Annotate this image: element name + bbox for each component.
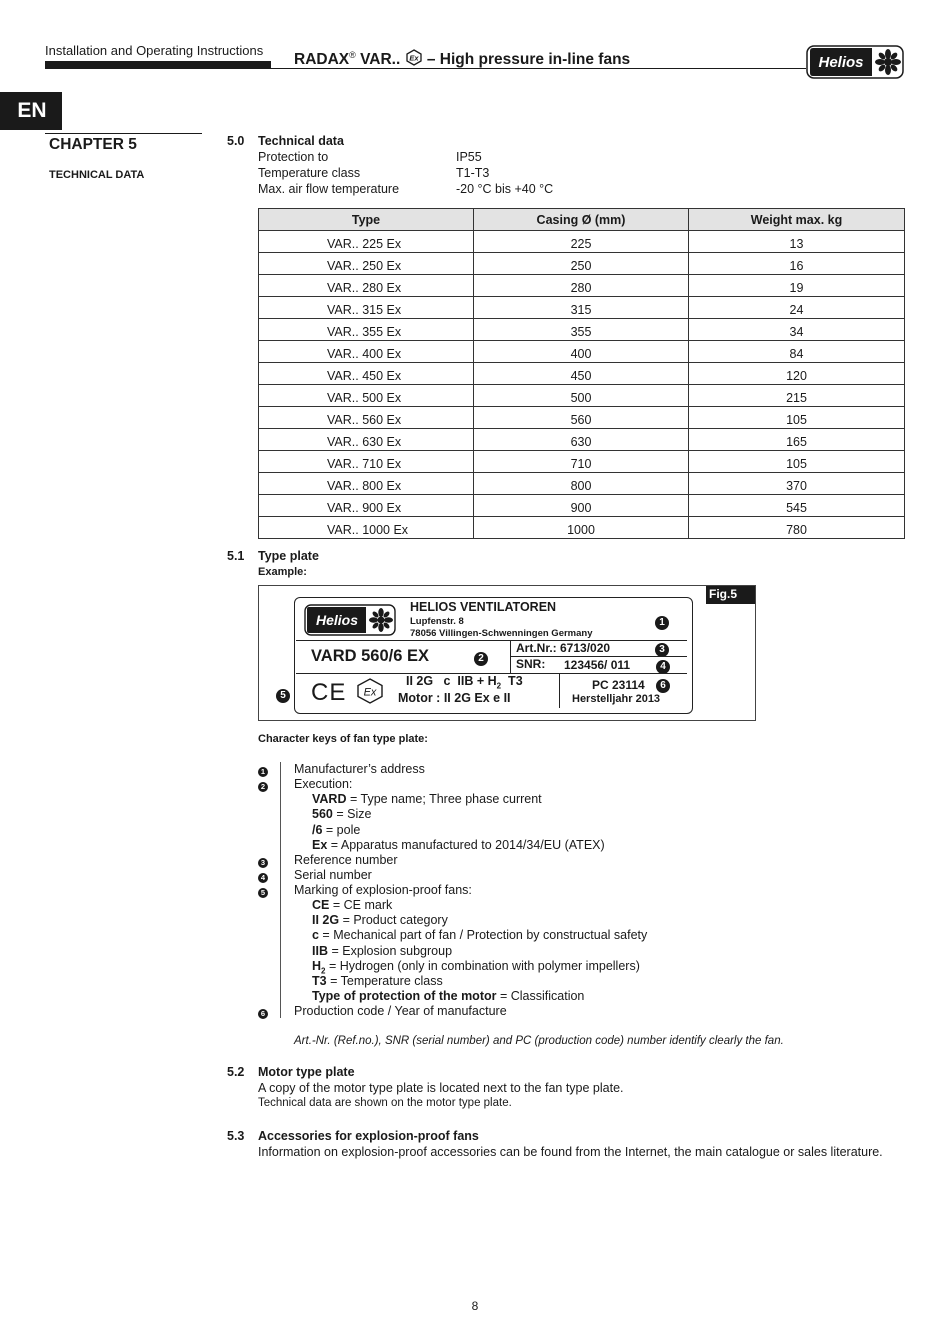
callout-number: 2 <box>474 652 488 666</box>
marking-text: T3 <box>501 674 523 688</box>
callout-6 <box>656 677 670 693</box>
technical-data-table <box>258 208 905 539</box>
casing-cell: 280 <box>474 275 689 297</box>
casing-cell: 250 <box>474 253 689 275</box>
callout-number: 1 <box>655 616 669 630</box>
marking-sub: 2 <box>496 681 502 691</box>
weight-cell: 34 <box>689 319 905 341</box>
section-number: 5.2 <box>227 1065 245 1079</box>
weight-cell: 84 <box>689 341 905 363</box>
plate-city: 78056 Villingen-Schwenningen Germany <box>410 628 593 639</box>
table-row <box>259 341 905 363</box>
header-bar <box>45 61 271 69</box>
key-number: 3 <box>258 858 268 868</box>
key-desc: = Size <box>332 807 372 821</box>
key-term: IIB <box>312 944 328 958</box>
doc-title <box>294 49 630 71</box>
plate-art-nr: Art.Nr.: 6713/020 <box>516 641 611 655</box>
weight-cell: 105 <box>689 451 905 473</box>
key-number: 5 <box>258 888 268 898</box>
column-header: Weight max. kg <box>689 209 905 231</box>
key-number: 2 <box>258 782 268 792</box>
key-desc: = Type name; Three phase current <box>346 792 542 806</box>
key-text: Execution: <box>294 777 353 791</box>
table-row <box>259 429 905 451</box>
casing-cell: 1000 <box>474 517 689 539</box>
title-prefix: RADAX <box>294 51 350 68</box>
callout-number: 4 <box>656 660 670 674</box>
spec-value: -20 °C bis +40 °C <box>456 182 554 196</box>
language-tab: EN <box>0 92 62 130</box>
chapter-title: CHAPTER 5 <box>49 136 137 153</box>
key-desc: = CE mark <box>329 898 393 912</box>
type-cell: VAR.. 225 Ex <box>259 231 474 253</box>
weight-cell: 165 <box>689 429 905 451</box>
casing-cell: 900 <box>474 495 689 517</box>
table-row <box>259 319 905 341</box>
spec-value: IP55 <box>456 150 482 164</box>
title-mid: VAR.. <box>355 51 405 68</box>
page-number: 8 <box>471 1299 479 1313</box>
section-number: 5.3 <box>227 1129 245 1143</box>
key-term: 560 <box>312 807 333 821</box>
weight-cell: 780 <box>689 517 905 539</box>
type-cell: VAR.. 400 Ex <box>259 341 474 363</box>
type-cell: VAR.. 800 Ex <box>259 473 474 495</box>
callout-number: 5 <box>276 689 290 703</box>
key-desc: = Apparatus manufactured to 2014/34/EU (ATEX) <box>327 838 605 852</box>
casing-cell: 450 <box>474 363 689 385</box>
key-number: 1 <box>258 767 268 777</box>
key-text: Reference number <box>294 853 398 867</box>
plate-company: HELIOS VENTILATOREN <box>410 600 557 614</box>
callout-2 <box>474 650 488 666</box>
table-row <box>259 363 905 385</box>
spec-label: Max. air flow temperature <box>258 182 400 196</box>
doc-type-label: Installation and Operating Instructions <box>45 43 264 58</box>
callout-3 <box>655 641 669 657</box>
key-term: H <box>312 959 322 973</box>
plate-year: Herstelljahr 2013 <box>572 693 661 705</box>
table-row <box>259 297 905 319</box>
key-term: Type of protection of the motor <box>312 989 497 1003</box>
plate-model: VARD 560/6 EX <box>311 647 429 665</box>
casing-cell: 560 <box>474 407 689 429</box>
spec-value: T1-T3 <box>456 166 490 180</box>
paragraph: A copy of the motor type plate is located next to the fan type plate. <box>258 1081 624 1095</box>
casing-cell: 400 <box>474 341 689 363</box>
type-cell: VAR.. 450 Ex <box>259 363 474 385</box>
table-row <box>259 451 905 473</box>
table-row <box>259 407 905 429</box>
key-number: 4 <box>258 873 268 883</box>
key-number: 6 <box>258 1009 268 1019</box>
example-label: Example: <box>258 566 307 578</box>
key-term: CE <box>312 898 330 912</box>
helios-logo <box>806 45 904 79</box>
svg-text:Ex: Ex <box>408 53 419 63</box>
type-cell: VAR.. 500 Ex <box>259 385 474 407</box>
key-term: II 2G <box>312 913 340 927</box>
table-row <box>259 385 905 407</box>
key-term: T3 <box>312 974 327 988</box>
weight-cell: 120 <box>689 363 905 385</box>
plate-pc: PC 23114 <box>592 678 645 692</box>
keys-title: Character keys of fan type plate: <box>258 733 428 745</box>
ex-hexagon-icon <box>356 678 384 707</box>
callout-number: 3 <box>655 643 669 657</box>
chapter-rule <box>45 133 202 134</box>
key-term: Ex <box>312 838 328 852</box>
table-row <box>259 517 905 539</box>
casing-cell: 355 <box>474 319 689 341</box>
title-suffix: – High pressure in-line fans <box>422 51 631 68</box>
spec-row <box>258 182 658 196</box>
spec-label: Protection to <box>258 150 329 164</box>
type-cell: VAR.. 560 Ex <box>259 407 474 429</box>
plate-street: Lupfenstr. 8 <box>410 616 464 627</box>
spec-row <box>258 150 658 164</box>
type-cell: VAR.. 280 Ex <box>259 275 474 297</box>
key-text: Serial number <box>294 868 372 882</box>
ex-hexagon-icon <box>405 49 423 71</box>
plate-rule <box>559 674 560 708</box>
figure-label: Fig.5 <box>706 586 755 604</box>
column-header: Type <box>259 209 474 231</box>
weight-cell: 24 <box>689 297 905 319</box>
table-row <box>259 253 905 275</box>
section-title: Accessories for explosion-proof fans <box>258 1129 479 1143</box>
key-text: Manufacturer’s address <box>294 762 425 776</box>
chapter-subtitle: TECHNICAL DATA <box>49 169 145 181</box>
type-cell: VAR.. 250 Ex <box>259 253 474 275</box>
title-reg: ® <box>349 49 356 60</box>
paragraph: Information on explosion-proof accessories can be found from the Internet, the main catalogue or sales literature. <box>258 1145 883 1159</box>
type-cell: VAR.. 315 Ex <box>259 297 474 319</box>
svg-text:Ex: Ex <box>363 686 377 699</box>
weight-cell: 16 <box>689 253 905 275</box>
type-cell: VAR.. 900 Ex <box>259 495 474 517</box>
callout-5 <box>276 687 290 703</box>
weight-cell: 105 <box>689 407 905 429</box>
section-title: Motor type plate <box>258 1065 355 1079</box>
key-desc: = Explosion subgroup <box>327 944 453 958</box>
key-text: Marking of explosion-proof fans: <box>294 883 472 897</box>
weight-cell: 215 <box>689 385 905 407</box>
weight-cell: 545 <box>689 495 905 517</box>
paragraph: Technical data are shown on the motor type plate. <box>258 1097 512 1109</box>
table-row <box>259 473 905 495</box>
casing-cell: 630 <box>474 429 689 451</box>
casing-cell: 500 <box>474 385 689 407</box>
ce-mark: CE <box>311 679 347 706</box>
type-cell: VAR.. 630 Ex <box>259 429 474 451</box>
weight-cell: 13 <box>689 231 905 253</box>
svg-text:Helios: Helios <box>818 54 864 71</box>
key-term: /6 <box>312 823 323 837</box>
casing-cell: 800 <box>474 473 689 495</box>
key-desc: = Mechanical part of fan / Protection by constructual safety <box>318 928 648 942</box>
key-term: c <box>312 928 319 942</box>
spec-row <box>258 166 658 180</box>
identification-note: Art.-Nr. (Ref.no.), SNR (serial number) and PC (production code) number identify clearly the fan. <box>294 1035 784 1047</box>
svg-text:Helios: Helios <box>315 612 359 628</box>
table-row <box>259 231 905 253</box>
key-desc: = Hydrogen (only in combination with polymer impellers) <box>325 959 640 973</box>
table-row <box>259 495 905 517</box>
callout-4 <box>656 658 670 674</box>
type-cell: VAR.. 355 Ex <box>259 319 474 341</box>
weight-cell: 19 <box>689 275 905 297</box>
plate-rule <box>296 640 687 641</box>
plate-logo <box>304 604 396 639</box>
key-term-sub: 2 <box>321 966 326 976</box>
type-cell: VAR.. 1000 Ex <box>259 517 474 539</box>
casing-cell: 225 <box>474 231 689 253</box>
section-title: Type plate <box>258 549 319 563</box>
spec-label: Temperature class <box>258 166 361 180</box>
key-desc: = Classification <box>496 989 585 1003</box>
casing-cell: 710 <box>474 451 689 473</box>
casing-cell: 315 <box>474 297 689 319</box>
plate-motor: Motor : II 2G Ex e II <box>398 691 511 705</box>
key-desc: = Product category <box>339 913 448 927</box>
type-cell: VAR.. 710 Ex <box>259 451 474 473</box>
section-number: 5.0 <box>227 134 245 148</box>
callout-1 <box>655 614 669 630</box>
plate-snr-label: SNR: <box>516 657 546 671</box>
section-number: 5.1 <box>227 549 245 563</box>
table-row <box>259 275 905 297</box>
plate-marking <box>406 674 523 691</box>
key-term: VARD <box>312 792 347 806</box>
weight-cell: 370 <box>689 473 905 495</box>
key-text: Production code / Year of manufacture <box>294 1004 507 1018</box>
table-header-row <box>259 209 905 231</box>
callout-number: 6 <box>656 679 670 693</box>
keys-divider <box>280 762 281 1018</box>
plate-rule <box>510 641 511 674</box>
key-desc: = pole <box>322 823 361 837</box>
plate-snr-value: 123456/ 011 <box>564 658 631 672</box>
key-desc: = Temperature class <box>326 974 443 988</box>
section-title: Technical data <box>258 134 344 148</box>
column-header: Casing Ø (mm) <box>474 209 689 231</box>
marking-text: II 2G c IIB + H <box>406 674 497 688</box>
